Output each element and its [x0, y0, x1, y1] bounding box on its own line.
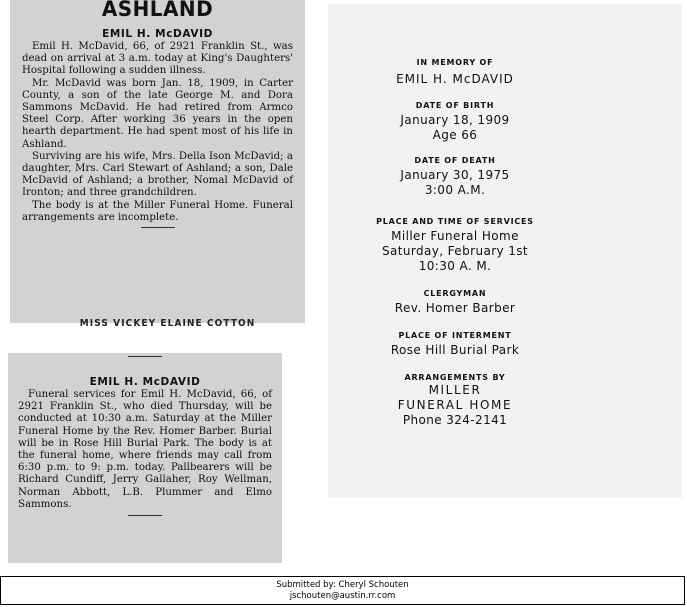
services-time: 10:30 A. M.	[418, 259, 492, 273]
birth-date: January 18, 1909	[400, 113, 510, 127]
funeral-home-phone: Phone 324-2141	[402, 413, 508, 427]
submission-footer	[0, 576, 685, 605]
clergy-name: Rev. Homer Barber	[394, 301, 516, 315]
obituary-clipping	[10, 0, 305, 329]
obituary-text	[22, 41, 293, 224]
funeral-notice-name: EMIL H. McDAVID	[89, 376, 201, 388]
arrangements-label: ARRANGEMENTS BY	[404, 373, 506, 382]
services-label: PLACE AND TIME OF SERVICES	[376, 217, 534, 226]
memorial-card	[328, 4, 682, 498]
arrangements-line1: MILLER	[428, 383, 482, 397]
submitted-by: Submitted by: Cheryl Schouten	[276, 580, 409, 590]
clergy-label: CLERGYMAN	[423, 289, 487, 298]
age: Age 66	[432, 128, 478, 142]
birth-label: DATE OF BIRTH	[415, 101, 495, 110]
obituary-paragraph: The body is at the Miller Funeral Home. Funeral arrangements are incomplete.	[22, 199, 293, 223]
death-label: DATE OF DEATH	[414, 156, 496, 165]
divider-rule	[128, 356, 162, 357]
funeral-notice-paragraph: Funeral services for Emil H. McDavid, 66, of 2921 Franklin St., who died Thursday, will be conducted at 10:30 a.m. Saturday at the Miller Funeral Home by the Rev. Homer Barber. Burial will be in Rose Hill Burial Park. The body is at the funeral home, where friends may call from 6:30 p.m. to 9: p.m. today. Pallbearers will be Richard Cundiff, Jerry Gallaher, Roy Wellman, Norman Abbott, L.B. Plummer and Elmo Sammons.	[18, 389, 272, 510]
deceased-name: EMIL H. McDAVID	[396, 72, 514, 86]
obituary-paragraph: Emil H. McDavid, 66, of 2921 Franklin St., was dead on arrival at 3 a.m. today at King's Daughters' Hospital following a sudden illness.	[22, 41, 293, 77]
interment-label: PLACE OF INTERMENT	[398, 331, 512, 340]
clipped-next-headline: MISS VICKEY ELAINE COTTON	[79, 318, 256, 329]
services-date: Saturday, February 1st	[381, 244, 529, 258]
death-date: January 30, 1975	[400, 168, 510, 182]
funeral-notice-text	[18, 389, 272, 511]
in-memory-label: IN MEMORY OF	[416, 58, 494, 67]
submitter-email: jschouten@austin.rr.com	[289, 591, 396, 601]
services-place: Miller Funeral Home	[391, 229, 519, 243]
interment-place: Rose Hill Burial Park	[390, 343, 520, 357]
obituary-paragraph: Surviving are his wife, Mrs. Della Ison McDavid; a daughter, Mrs. Carl Stewart of Ashland; a son, Dale McDavid of Ashland; a brother, Nomal McDavid of Ironton; and three grandchildren.	[22, 150, 293, 199]
divider-rule	[128, 515, 162, 516]
death-time: 3:00 A.M.	[424, 183, 486, 197]
funeral-notice-clipping	[8, 353, 282, 563]
divider-rule	[141, 227, 175, 228]
newspaper-section-heading: ASHLAND	[101, 0, 214, 21]
obituary-name: EMIL H. McDAVID	[102, 28, 213, 40]
arrangements-line2: FUNERAL HOME	[397, 398, 513, 412]
obituary-paragraph: Mr. McDavid was born Jan. 18, 1909, in Carter County, a son of the late George M. and Dora Sammons McDavid. He had retired from Armco Steel Corp. After working 36 years in the open hearth department. He had spent most of his life in Ashland.	[22, 77, 293, 150]
